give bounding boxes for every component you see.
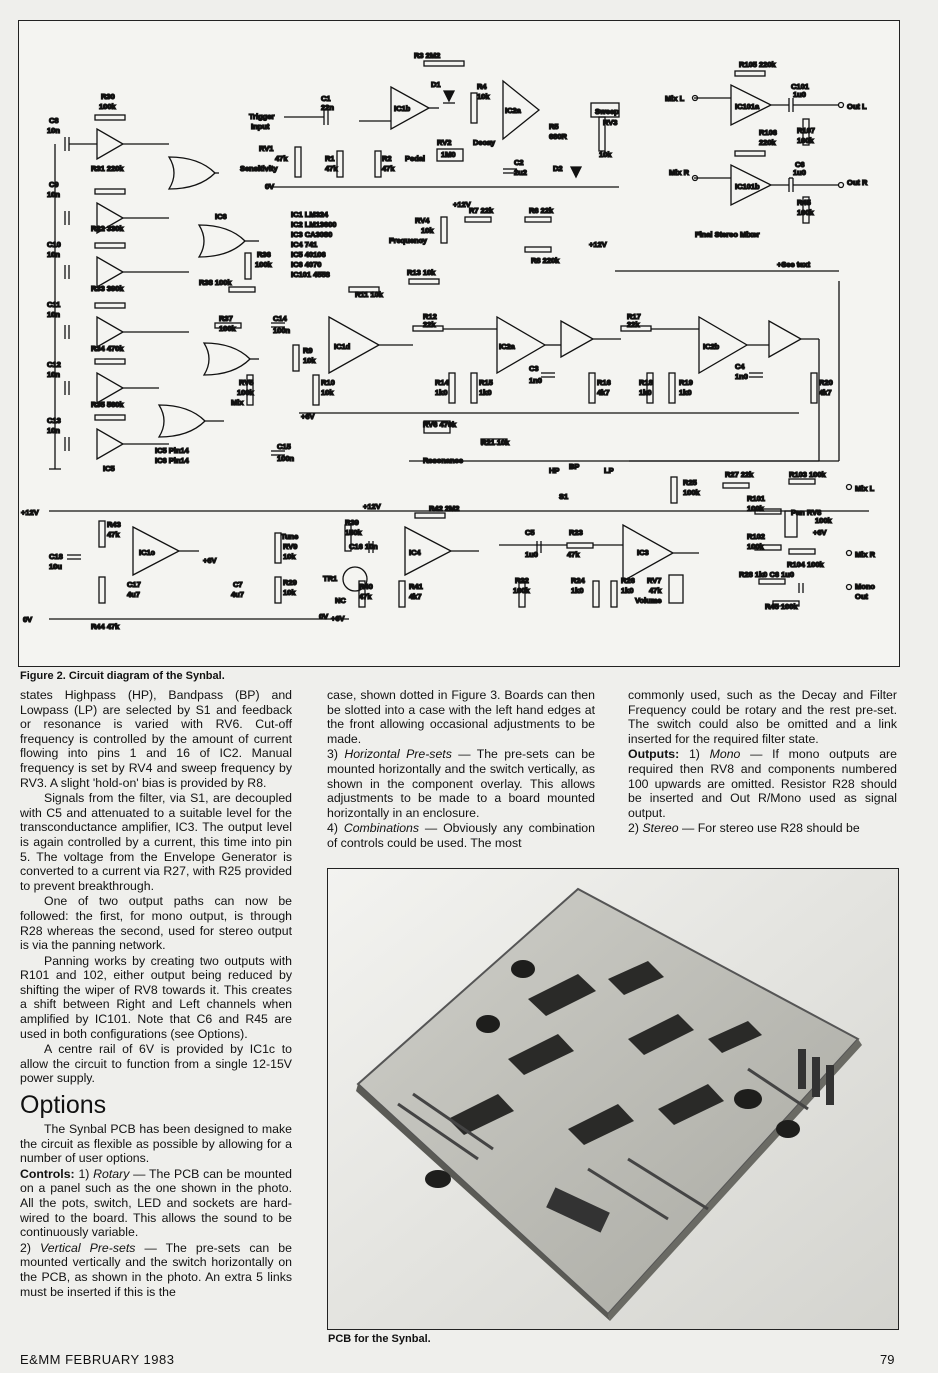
label-s1: S1	[559, 492, 569, 501]
label-r14: R14	[435, 378, 449, 387]
label-c18: C18	[49, 552, 63, 561]
label-rv5: RV5	[239, 378, 254, 387]
label-out: Out	[855, 592, 868, 601]
label-r9: R9	[303, 346, 313, 355]
label-r29: R29	[283, 578, 297, 587]
label-r14-val: 1k0	[435, 388, 448, 397]
label-c9: C9	[49, 180, 59, 189]
label-sweep: Sweep	[595, 107, 619, 116]
combinations-label: Combinations	[343, 821, 420, 836]
label-r40: R40	[359, 582, 373, 591]
label-c3-val: 1n0	[529, 376, 542, 385]
label-c2: C2	[514, 158, 524, 167]
label-c8: C8	[49, 116, 59, 125]
label-r107: R107	[797, 126, 815, 135]
label-r9-val: 10k	[303, 356, 316, 365]
label-r10: R10	[321, 378, 335, 387]
filter-section	[293, 217, 819, 461]
label-r21: R21 10k	[481, 438, 510, 447]
col1-paragraph-7	[20, 1167, 292, 1240]
label-plus6v-c: +6V	[203, 556, 217, 565]
vertical-label: Vertical Pre-sets	[40, 1240, 136, 1255]
label-r24: R24	[571, 576, 585, 585]
label-rv3: RV3	[603, 118, 618, 127]
controls-number: 1)	[74, 1166, 94, 1181]
col3-paragraph-3	[628, 821, 897, 836]
rotary-text: — The PCB can be mounted on a panel such as the one shown in the photo. All the pots, switch, LED and sockets are hard-wired to the board. This allows the sound to be continuously variable.	[20, 1166, 292, 1240]
label-d1: D1	[431, 80, 441, 89]
label-c101-val: 1u0	[793, 90, 806, 99]
label-mix: Mix	[231, 398, 244, 407]
mono-label: Mono	[709, 747, 741, 762]
label-r102-val: 100k	[747, 542, 764, 551]
label-r1-val: 47k	[325, 164, 338, 173]
label-c12: C12	[47, 360, 61, 369]
col1-paragraph-8	[20, 1241, 292, 1299]
label-0v-mid: 0V	[319, 612, 329, 621]
label-c11: C11	[47, 300, 61, 309]
label-c1-val: 22n	[321, 103, 334, 112]
label-rv3-val: 10k	[599, 150, 612, 159]
label-r20: R20	[819, 378, 833, 387]
label-ic-list-4: IC4 741	[291, 240, 318, 249]
label-c10: C10	[47, 240, 61, 249]
label-r41: R41	[409, 582, 423, 591]
label-lp: LP	[604, 466, 614, 475]
photo-caption: PCB for the Synbal.	[328, 1333, 431, 1345]
label-ic4: IC4	[409, 548, 421, 557]
outputs-number: 1)	[679, 747, 710, 762]
label-r33: R33 390k	[91, 284, 124, 293]
schematic-svg	[19, 21, 899, 666]
label-r43-val: 47k	[107, 530, 120, 539]
label-r41-val: 4k7	[409, 592, 422, 601]
col1-paragraph-2: Signals from the filter, via S1, are decoupled with C5 and attenuated to a suitable level for the transconductance amplifier, IC3. The output level is again controlled by a current, this time into pin 5. The voltage from the Envelope Generator is converted to a current via R27, with R25 provided to prevent breakthrough.	[20, 791, 292, 893]
label-r16-val: 4k7	[597, 388, 610, 397]
combinations-text: — Obviously any combination of controls could be used. The most	[327, 821, 595, 850]
options-heading: Options	[20, 1091, 107, 1120]
label-c5-val: 1u0	[525, 550, 538, 559]
label-d2: D2	[553, 164, 563, 173]
label-c15-val: 100n	[277, 454, 295, 463]
label-r15: R15	[479, 378, 493, 387]
label-c6-val: 1u0	[793, 168, 806, 177]
label-r18-val: 1k0	[639, 388, 652, 397]
label-c5: C5	[525, 528, 535, 537]
label-r4: R4	[477, 82, 487, 91]
pcb-photo	[327, 868, 899, 1330]
label-ic-list-3: IC3 CA3080	[291, 230, 333, 239]
label-r26: R26	[621, 576, 635, 585]
label-ic6-pin: IC6 Pin14	[155, 456, 189, 465]
stereo-text: — For stereo use R28 should be	[678, 821, 860, 836]
label-input: Input	[251, 122, 270, 131]
label-r3: R3 2M2	[414, 51, 441, 60]
label-c101: C101	[791, 82, 809, 91]
label-r31: R31 220k	[91, 164, 124, 173]
label-r24-val: 1k0	[571, 586, 584, 595]
label-c3: C3	[529, 364, 539, 373]
label-ic1c: IC1c	[139, 548, 155, 557]
label-c6: C6	[795, 160, 805, 169]
label-r25-val: 100k	[683, 488, 700, 497]
label-c16: C16 10n	[349, 542, 378, 551]
label-plus12v: +12V	[453, 200, 471, 209]
label-ic-list-5: IC5 40106	[291, 250, 326, 259]
horizontal-text: — The pre-sets can be mounted horizontally and the switch vertically, as shown in the component overlay. This allows adjustments to be made to a board mounted horizontally in an enclosure.	[327, 747, 595, 820]
col3-paragraph-1: commonly used, such as the Decay and Filter Frequency could be rotary and the rest pre-set. The switch could also be omitted and a link inserted for the required filter state.	[628, 688, 897, 746]
label-r38: R38 100k	[199, 278, 232, 287]
label-rv5-val: 100k	[237, 388, 254, 397]
label-r45b: R45 100k	[765, 602, 798, 611]
vertical-number: 2)	[20, 1240, 41, 1255]
horizontal-number: 3)	[327, 747, 345, 762]
label-frequency: Frequency	[389, 236, 427, 245]
label-plus12v-left: +12V	[21, 508, 39, 517]
label-ic2a-b: IC2a	[499, 342, 515, 351]
label-c18-val: 10u	[49, 562, 62, 571]
lower-section	[67, 477, 852, 607]
label-r107-val: 100k	[797, 136, 814, 145]
label-r12: R12	[423, 312, 437, 321]
stereo-number: 2)	[628, 821, 643, 836]
label-c8-val: 10n	[47, 126, 60, 135]
label-r19: R19	[679, 378, 693, 387]
column-2	[327, 688, 595, 852]
label-r18: R18	[639, 378, 653, 387]
label-r20-val: 4k7	[819, 388, 832, 397]
label-ic-list-1: IC1 LM324	[291, 210, 329, 219]
label-rv4: RV4	[415, 216, 430, 225]
label-r23: R23	[569, 528, 583, 537]
label-r106-val: 220k	[759, 138, 776, 147]
label-mix-r: Mix R	[669, 168, 690, 177]
label-r23-val: 47k	[567, 550, 580, 559]
label-r43: R43	[107, 520, 121, 529]
label-hp: HP	[549, 466, 560, 475]
label-rv1: RV1	[259, 144, 274, 153]
col1-paragraph-5: A centre rail of 6V is provided by IC1c to allow the circuit to function from a single 12-15V power supply.	[20, 1042, 292, 1086]
label-c17-val: 4u7	[127, 590, 140, 599]
label-c12-val: 10n	[47, 370, 60, 379]
label-r45: R45	[797, 198, 811, 207]
label-sensitivity: Sensitivity	[240, 164, 278, 173]
label-ic1d: IC1d	[334, 342, 351, 351]
label-0v: 0V	[265, 182, 275, 191]
col1-paragraph-6: The Synbal PCB has been designed to make the circuit as flexible as possible by allowing for a number of user options.	[20, 1122, 292, 1166]
label-c13: C13	[47, 416, 61, 425]
column-3	[628, 688, 897, 837]
label-r39-val: 150k	[345, 528, 362, 537]
label-c10-val: 10n	[47, 250, 60, 259]
label-out-r: Out R	[847, 178, 868, 187]
label-c4: C4	[735, 362, 745, 371]
label-c13-val: 10n	[47, 426, 60, 435]
label-c4-val: 1n0	[735, 372, 748, 381]
label-r34: R34 470k	[91, 344, 124, 353]
footer-page-number: 79	[880, 1352, 895, 1367]
column-1	[20, 688, 292, 1300]
col1-paragraph-1: states Highpass (HP), Bandpass (BP) and Lowpass (LP) are selected by S1 and feedback or resonance is varied with RV6. Cut-off frequency is controlled by the amount of current flowing into pins 1 and 16 of IC2. Manual frequency is set by RV4 and sweep frequency by RV3. A slight 'hold-on' bias is provided by R8.	[20, 688, 292, 790]
label-c14-val: 100n	[273, 326, 291, 335]
circuit-diagram	[18, 20, 900, 667]
label-r16: R16	[597, 378, 611, 387]
label-c17: C17	[127, 580, 141, 589]
label-decay: Decay	[473, 138, 496, 147]
label-r102: R102	[747, 532, 765, 541]
label-ic-list-7: IC101 4558	[291, 270, 330, 279]
label-c7-val: 4u7	[231, 590, 244, 599]
label-r37: R37	[219, 314, 233, 323]
controls-label: Controls:	[20, 1166, 75, 1181]
label-see-text: +See text	[777, 260, 811, 269]
label-r30: R30	[101, 92, 115, 101]
label-r101-val: 100k	[747, 504, 764, 513]
label-r36-val: 100k	[255, 260, 272, 269]
label-resonance: Resonance	[423, 456, 464, 465]
vertical-text: — The pre-sets can be mounted vertically and the switch horizontally on the PCB, as shown in the photo. An extra 5 links must be inserted if this is the	[20, 1240, 292, 1299]
label-rv2: RV2	[437, 138, 452, 147]
outputs-label: Outputs:	[628, 747, 680, 762]
label-c14: C14	[273, 314, 287, 323]
label-r106: R106	[759, 128, 777, 137]
label-r15-val: 1k0	[479, 388, 492, 397]
label-c15: C15	[277, 442, 291, 451]
label-r1: R1	[325, 154, 335, 163]
rotary-label: Rotary	[93, 1166, 130, 1181]
label-r11: R11 10k	[355, 290, 383, 299]
label-tune: Tune	[281, 532, 299, 541]
stereo-label: Stereo	[642, 821, 679, 836]
label-r4-val: 10k	[477, 92, 490, 101]
col2-paragraph-3	[327, 821, 595, 850]
label-r5: R5	[549, 122, 559, 131]
label-r17: R17	[627, 312, 641, 321]
label-plus6v-b: +6V	[813, 528, 827, 537]
label-mix-l: Mix L	[665, 94, 685, 103]
label-pan-val: 100k	[815, 516, 832, 525]
label-r36: R36	[257, 250, 271, 259]
label-r5-val: 680R	[549, 132, 567, 141]
label-r29-val: 10k	[283, 588, 296, 597]
label-r39: R39	[345, 518, 359, 527]
label-trigger: Trigger	[249, 112, 275, 121]
label-ic-list-6: IC6 4070	[291, 260, 322, 269]
label-rv1-val: 47k	[275, 154, 288, 163]
label-r44: R44 47k	[91, 622, 120, 631]
label-ic5: IC5	[103, 464, 115, 473]
label-r2: R2	[382, 154, 392, 163]
col2-paragraph-2	[327, 747, 595, 820]
label-ic-list-2: IC2 LM13600	[291, 220, 337, 229]
col1-paragraph-4: Panning works by creating two outputs with R101 and 102, either output being reduced by shifting the wiper of RV8 towards it. This creates a shift between Right and Left channels when amplified by IC101. Note that C6 and R45 are used in both configurations (see Options).	[20, 953, 292, 1041]
label-r2-val: 47k	[382, 164, 395, 173]
horizontal-label: Horizontal Pre-sets	[344, 747, 452, 762]
combinations-number: 4)	[327, 821, 344, 836]
label-r8: R8 220k	[531, 256, 560, 265]
label-r27: R27 22k	[725, 470, 754, 479]
label-mix-l2: Mix L	[855, 484, 875, 493]
label-volume: Volume	[635, 596, 662, 605]
label-ic1b: IC1b	[394, 104, 411, 113]
label-c7: C7	[233, 580, 243, 589]
label-pan: Pan RV8	[791, 508, 822, 517]
label-rv7: RV7	[647, 576, 662, 585]
label-r35: R35 560k	[91, 400, 124, 409]
label-r7: R7 22k	[469, 206, 494, 215]
label-r10-val: 10k	[321, 388, 334, 397]
label-r32: R32 330k	[91, 224, 124, 233]
label-r17-val: 22k	[627, 320, 640, 329]
label-plus6v-d: +6V	[331, 614, 345, 623]
footer-magazine: E&MM FEBRUARY 1983	[20, 1352, 175, 1367]
label-r12-val: 22k	[423, 320, 436, 329]
label-r22-val: 100k	[513, 586, 530, 595]
label-r40-val: 47k	[359, 592, 372, 601]
label-rv9-val: 10k	[283, 552, 296, 561]
label-r26-val: 1k0	[621, 586, 634, 595]
label-final-mixer: Final Stereo Mixer	[695, 230, 760, 239]
label-c2-val: 2u2	[514, 168, 527, 177]
label-rv9: RV9	[283, 542, 298, 551]
label-r6: R6 22k	[529, 206, 554, 215]
label-ic6: IC6	[215, 212, 227, 221]
label-ic101a: IC101a	[735, 102, 760, 111]
label-mix-r2: Mix R	[855, 550, 876, 559]
col3-paragraph-2	[628, 747, 897, 820]
col1-paragraph-3: One of two output paths can now be followed: the first, for mono output, is through R28 whereas the second, used for stereo output is via the panning network.	[20, 894, 292, 953]
label-mono: Mono	[855, 582, 875, 591]
label-r19-val: 1k0	[679, 388, 692, 397]
label-c9-val: 10n	[47, 190, 60, 199]
label-r103: R103 100k	[789, 470, 826, 479]
label-rv2-val: 1M0	[441, 150, 456, 159]
label-r42: R42 2M2	[429, 504, 460, 513]
label-r101: R101	[747, 494, 765, 503]
label-0v-left: 0V	[23, 615, 33, 624]
label-c11-val: 10n	[47, 310, 60, 319]
label-rv6: RV6 470k	[423, 420, 457, 429]
label-nc: NC	[335, 596, 346, 605]
label-ic2b: IC2b	[703, 342, 720, 351]
label-ic101b: IC101b	[735, 182, 760, 191]
label-pedal: Pedal	[405, 154, 426, 163]
envelope-section	[437, 81, 619, 177]
label-r45-val: 100k	[797, 208, 814, 217]
stereo-mixer	[693, 71, 844, 223]
pcb-photo-illustration	[328, 869, 898, 1329]
label-plus12v-b: +12V	[589, 240, 607, 249]
label-c1: C1	[321, 94, 331, 103]
label-r28: R28 1k0 C6 1u0	[739, 570, 795, 579]
col2-paragraph-1: case, shown dotted in Figure 3. Boards can then be slotted into a case with the left hand edges at the front allowing occasional adjustments to be made.	[327, 688, 595, 746]
label-rv7-val: 47k	[649, 586, 662, 595]
label-r25: R25	[683, 478, 697, 487]
label-r13: R13 10k	[407, 268, 436, 277]
label-plus12v-mid: +12V	[363, 502, 381, 511]
label-bp: BP	[569, 462, 580, 471]
label-r104: R104 100k	[787, 560, 824, 569]
label-rv4-val: 10k	[421, 226, 434, 235]
label-r22: R22	[515, 576, 529, 585]
figure-caption: Figure 2. Circuit diagram of the Synbal.	[20, 670, 225, 682]
label-ic2a: IC2a	[505, 106, 521, 115]
label-tr1: TR1	[323, 574, 338, 583]
label-plus6v: +6V	[301, 412, 315, 421]
mono-text: — If mono outputs are required then RV8 and components numbered 100 upwards are omitted. Resistor R28 should be inserted and Out R/Mono used as signal output.	[628, 747, 897, 820]
label-ic5-pin: IC5 Pin14	[155, 446, 189, 455]
label-ic3: IC3	[637, 548, 649, 557]
label-r105: R105 220k	[739, 60, 776, 69]
label-r30-val: 100k	[99, 102, 116, 111]
label-r37-val: 100k	[219, 324, 236, 333]
label-out-l: Out L	[847, 102, 867, 111]
